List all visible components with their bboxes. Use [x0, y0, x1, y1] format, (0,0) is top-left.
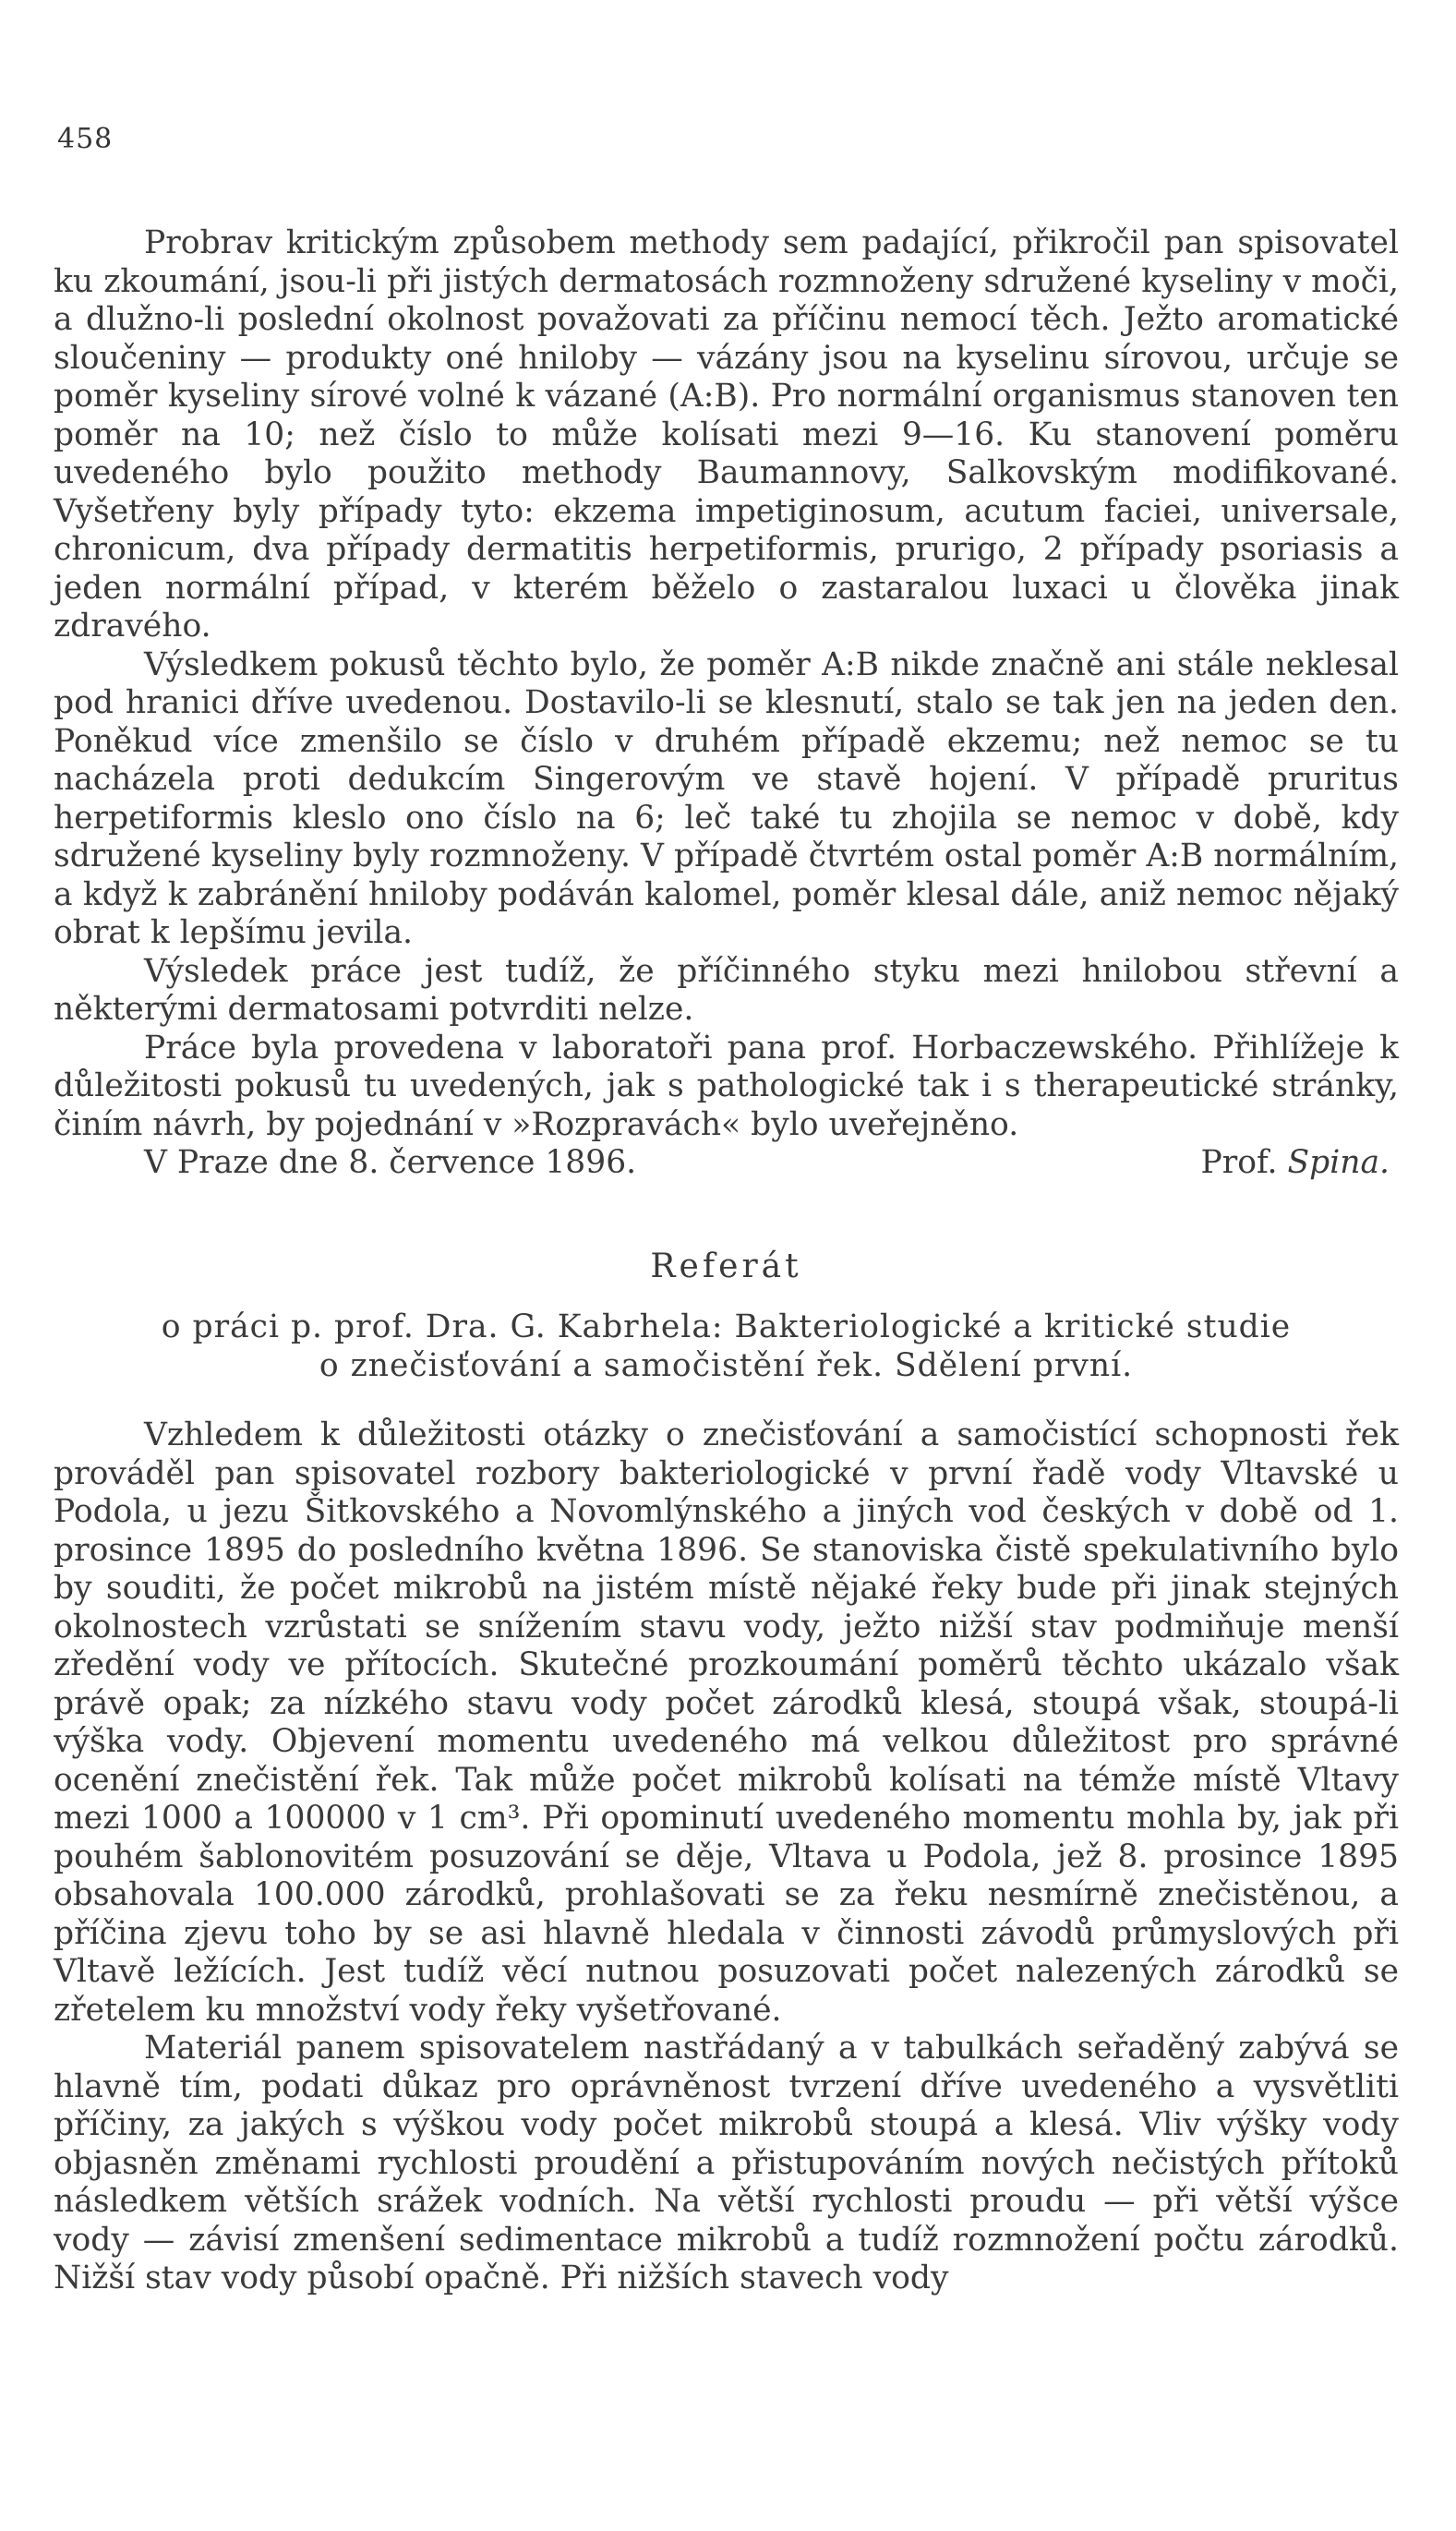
- signature-line: [54, 1144, 1399, 1183]
- paragraph: Výsledkem pokusů těchto bylo, že poměr A:B nikde značně ani stále neklesal pod hranici dříve uvedenou. Dostavilo-li se klesnutí, stalo se tak jen na jeden den. Poněkud více zmenšilo se číslo v druhém případě ekzemu; než nemoc se tu nacházela proti dedukcím Singerovým ve stavě hojení. V případě pruritus herpetiformis kleslo ono číslo na 6; leč také tu zhojila se nemoc v době, kdy sdružené kyseliny byly rozmnoženy. V případě čtvrtém ostal poměr A:B normálním, a když k zabránění hniloby podáván kalomel, poměr klesal dále, aniž nemoc nějaký obrat k lepšímu jevila.: [54, 645, 1399, 951]
- referat-heading: Referát: [650, 1247, 802, 1285]
- signature: [1201, 1144, 1399, 1183]
- paragraph: Vzhledem k důležitosti otázky o znečisťování a samočistící schopnosti řek prováděl pan spisovatel rozbory bakteriologické v první řadě vody Vltavské u Podola, u jezu Šitkovského a Novomlýnského a jiných vod českých v době od 1. prosince 1895 do posledního května 1896. Se stanoviska čistě spekulativního bylo by souditi, že počet mikrobů na jistém místě nějaké řeky bude při jinak stejných okolnostech vzrůstati se snížením stavu vody, ježto nižší stav podmiňuje menší zředění vody ve přítocích. Skutečné prozkoumání poměrů těchto ukázalo však právě opak; za nízkého stavu vody počet zárodků klesá, stoupá však, stoupá-li výška vody. Objevení momentu uvedeného má velkou důležitost pro správné ocenění znečistění řek. Tak může počet mikrobů kolísati na témže místě Vltavy mezi 1000 a 100000 v 1 cm³. Při opominutí uvedeného momentu mohla by, jak při pouhém šablonovitém posuzování se děje, Vltava u Podola, jež 8. prosince 1895 obsahovala 100.000 zárodků, prohlašovati se za řeku nesmírně znečistěnou, a příčina zjevu toho by se asi hlavně hledala v činnosti závodů průmyslových při Vltavě ležících. Jest tudíž věcí nutnou posuzovati počet nalezených zárodků se zřetelem ku množství vody řeky vyšetřované.: [54, 1416, 1399, 2029]
- page-number: 458: [57, 123, 114, 155]
- paragraph: Probrav kritickým způsobem methody sem padající, přikročil pan spisovatel ku zkoumání, jsou-li při jistých dermatosách rozmnoženy sdružené kyseliny v moči, a dlužno-li poslední okolnost považovati za příčinu nemocí těch. Ježto aromatické sloučeniny — produkty oné hniloby — vázány jsou na kyselinu sírovou, určuje se poměr kyseliny sírové volné k vázané (A:B). Pro normální organismus stanoven ten poměr na 10; než číslo to může kolísati mezi 9—16. Ku stanovení poměru uvedeného bylo použito methody Baumannovy, Salkovským modifikované. Vyšetřeny byly případy tyto: ekzema impetiginosum, acutum faciei, universale, chronicum, dva případy dermatitis herpetiformis, prurigo, 2 případy psoriasis a jeden normální případ, v kterém běželo o zastaralou luxaci u člověka jinak zdravého.: [54, 224, 1399, 645]
- page-content: [54, 224, 1399, 2298]
- referat-subtitle: [54, 1308, 1399, 1385]
- signature-prefix: Prof.: [1200, 1144, 1278, 1181]
- paragraph: Práce byla provedena v laboratoři pana prof. Horbaczewského. Přihlížeje k důležitosti pokusů tu uvedených, jak s pathologické tak i s therapeutické stránky, činím návrh, by pojednání v »Rozpravách« bylo uveřejněno.: [54, 1029, 1399, 1143]
- referat-subtitle-line1: o práci p. prof. Dra. G. Kabrhela: Bakteriologické a kritické studie: [161, 1308, 1292, 1345]
- paragraph: Materiál panem spisovatelem nastřádaný a v tabulkách seřaděný zabývá se hlavně tím, podati důkaz pro oprávněnost tvrzení dříve uvedeného a vysvětliti příčiny, za jakých s výškou vody počet mikrobů stoupá a klesá. Vliv výšky vody objasněn změnami rychlosti proudění a přistupováním nových nečistých přítoků následkem větších srážek vodních. Na větší rychlosti proudu — při větší výšce vody — závisí zmenšení sedimentace mikrobů a tudíž rozmnožení počtu zárodků. Nižší stav vody působí opačně. Při nižších stavech vody: [54, 2030, 1399, 2296]
- paragraph: Výsledek práce jest tudíž, že příčinného styku mezi hnilobou střevní a některými dermatosami potvrditi nelze.: [54, 952, 1399, 1028]
- referat-subtitle-line2: o znečisťování a samočistění řek. Sdělení první.: [319, 1347, 1134, 1384]
- signature-name: Spina.: [1287, 1144, 1390, 1181]
- place-date: V Praze dne 8. července 1896.: [144, 1144, 637, 1181]
